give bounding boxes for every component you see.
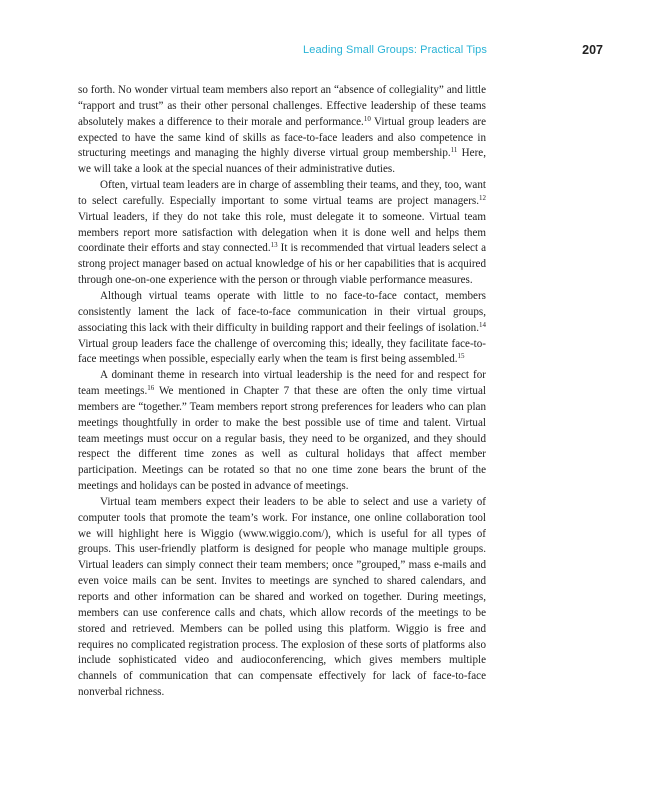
footnote-ref: 14 [479,320,486,329]
footnote-ref: 16 [147,384,155,393]
text-segment: It is recommended that virtual leaders select a strong project manager based on actual knowledge of his or her capabilities that is acquired through one-on-one experience with the person or through viable performance measures. [78,242,486,287]
text-segment: Virtual group leaders face the challenge of overcoming this; ideally, they facilitate face-to-face meetings when possible, especially early when the team is first being assembled.$^{15}$ [78,337,486,366]
running-header [0,44,645,60]
page-number: 207 [582,43,603,57]
text-segment: Here, we will take a look at the special nuances of their administrative duties. [78,147,486,176]
text-segment: Although virtual teams operate with little to no face-to-face contact, members consistently lament the lack of face-to-face communication in their virtual groups, associating this lack with their difficulty in building rapport and their feelings of isolation.$^{14}$ [78,289,486,334]
footnote-ref: 11 [450,146,458,155]
text-segment: Often, virtual team leaders are in charge of assembling their teams, and they, too, want to select carefully. Especially important to some virtual teams are project managers.$^{12}$ [78,179,486,207]
text-segment: Virtual team members expect their leaders to be able to select and use a variety of computer tools that promote the team’s work. For instance, one online collaboration tool we will highlight here is Wiggio (www.wiggio.com/), which is useful for all types of groups. This user-friendly platform is designed for people who manage multiple groups. Virtual leaders can simply connect their team members; once ”grouped,” mass e-mails and even voice mails can be sent. Invites to meetings are synched to shared calendars, and reports and other information can be shared and worked on together. During meetings, members can use conference calls and chats, which allow records of the meetings to be stored and retrieved. Members can be polled using this platform. Wiggio is free and requires no complicated registration process. The explosion of these sorts of platforms also include sophisticated video and audioconferencing, which gives members multiple channels of communication that can compensate effectively for lack of face-to-face nonverbal richness. [78,495,486,699]
text-segment: Virtual group leaders are expected to have the same kind of skills as face-to-face leaders and also competence in structuring meetings and managing the highly diverse virtual group membership.$^{11}$ [78,115,486,160]
paragraph [78,83,486,178]
paragraph [78,289,486,368]
footnote-ref: 15 [457,352,465,361]
text-segment: so forth. No wonder virtual team members also report an “absence of collegiality” and little “rapport and trust” as their other personal challenges. Effective leadership of these teams absolutely makes a difference to their morale and performance.$^{10}$ [78,84,486,128]
footnote-ref: 13 [270,241,278,250]
paragraph [78,495,486,701]
footnote-ref: 10 [363,114,371,123]
running-title: Leading Small Groups: Practical Tips [303,44,487,56]
text-segment: We mentioned in Chapter 7 that these are often the only time virtual members are “together.” Team members report strong preferences for leaders who can plan meetings thoughtfully in order to make the best possible use of time and talent. Virtual team meetings must occur on a regular basis, they need to be organized, and they should respect the different time zones as well as cultural holidays that affect member participation. Meetings can be rotated so that no one time zone bears the brunt of the meetings and holidays can be posted in advance of meetings. [78,385,486,493]
text-segment: A dominant theme in research into virtual leadership is the need for and respect for team meetings.$^{16}$ [78,369,486,398]
body-text [78,83,486,701]
text-segment: Virtual leaders, if they do not take this role, must delegate it to someone. Virtual team members report more satisfaction with delegation when it is done well and helps them coordinate their efforts and stay connected.$^{13}$ [78,210,486,255]
paragraph [78,178,486,289]
paragraph [78,368,486,495]
footnote-ref: 12 [479,193,486,202]
